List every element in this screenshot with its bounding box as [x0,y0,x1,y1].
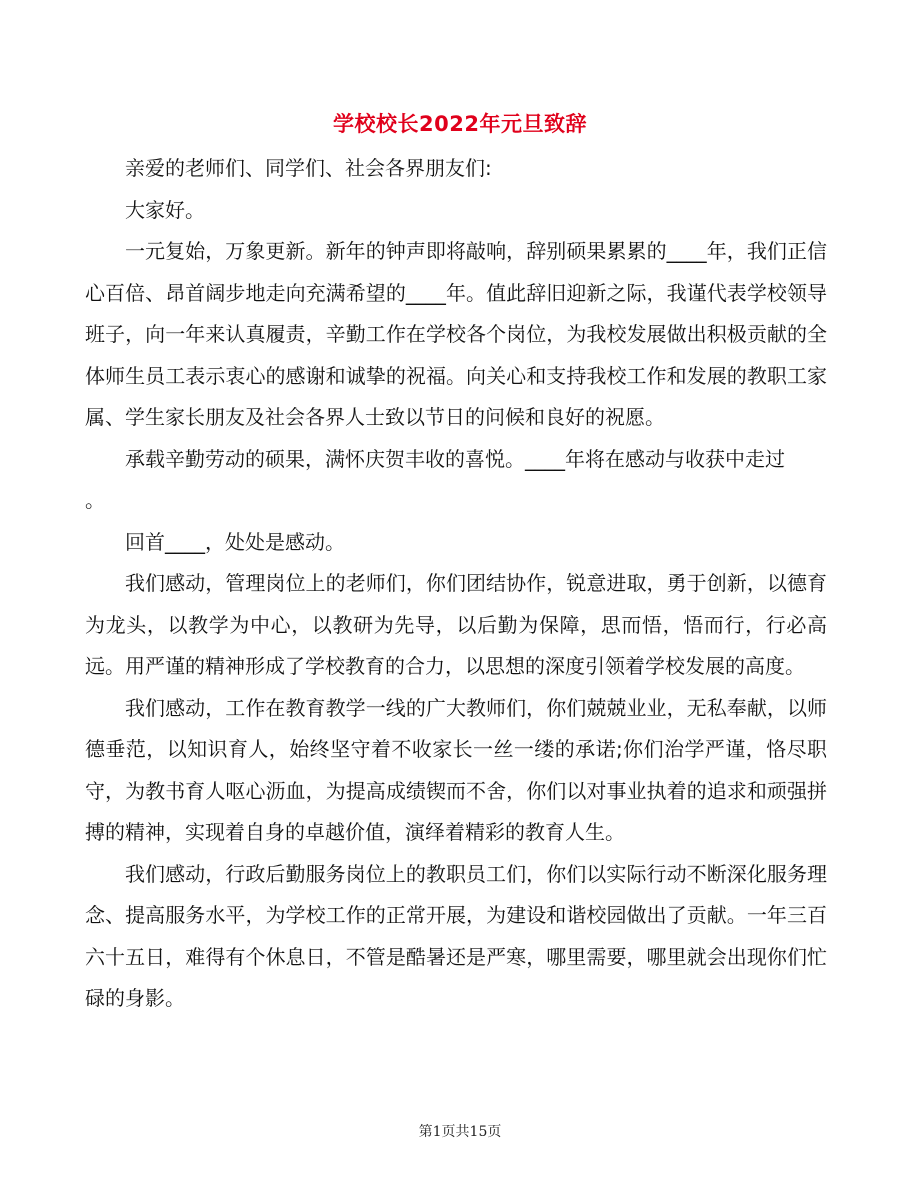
paragraph-support-staff: 我们感动，行政后勤服务岗位上的教职员工们，你们以实际行动不断深化服务理念、提高服务水平，为学校工作的正常开展，为建设和谐校园做出了贡献。一年三百六十五日，难得有个休息日，不管是酷暑还是严寒，哪里需要，哪里就会出现你们忙碌的身影。 [85,861,827,1010]
document-title: 学校校长2022年元旦致辞 [333,112,587,136]
document-body [85,148,827,1020]
paragraph-harvest-end: 。 [85,488,105,512]
paragraph-management-staff: 我们感动，管理岗位上的老师们，你们团结协作，锐意进取，勇于创新，以德育为龙头，以教学为中心，以教研为先导，以后勤为保障，思而悟，悟而行，行必高远。用严谨的精神形成了学校教育的合力，以思想的深度引领着学校发展的高度。 [85,571,827,678]
paragraph-looking-back: 回首____，处处是感动。 [125,529,345,554]
greeting: 大家好。 [125,197,205,222]
salutation: 亲爱的老师们、同学们、社会各界朋友们: [125,156,492,180]
paragraph-harvest: 承载辛勤劳动的硕果，满怀庆贺丰收的喜悦。____年将在感动与收获中走过 [125,446,785,471]
paragraph-teachers: 我们感动，工作在教育教学一线的广大教师们，你们兢兢业业，无私奉献，以师德垂范，以知识育人，始终坚守着不收家长一丝一缕的承诺;你们治学严谨，恪尽职守，为教书育人呕心沥血，为提高成绩锲而不舍，你们以对事业执着的追求和顽强拼搏的精神，实现着自身的卓越价值，演绎着精彩的教育人生。 [85,695,827,844]
paragraph-new-year: 一元复始，万象更新。新年的钟声即将敲响，辞别硕果累累的____年，我们正信心百倍、昂首阔步地走向充满希望的____年。值此辞旧迎新之际，我谨代表学校领导班子，向一年来认真履责，辛勤工作在学校各个岗位，为我校发展做出积极贡献的全体师生员工表示衷心的感谢和诚挚的祝福。向关心和支持我校工作和发展的教职工家属、学生家长朋友及社会各界人士致以节日的问候和良好的祝愿。 [85,239,827,429]
page-number-footer: 第1页共15页 [418,1124,502,1140]
